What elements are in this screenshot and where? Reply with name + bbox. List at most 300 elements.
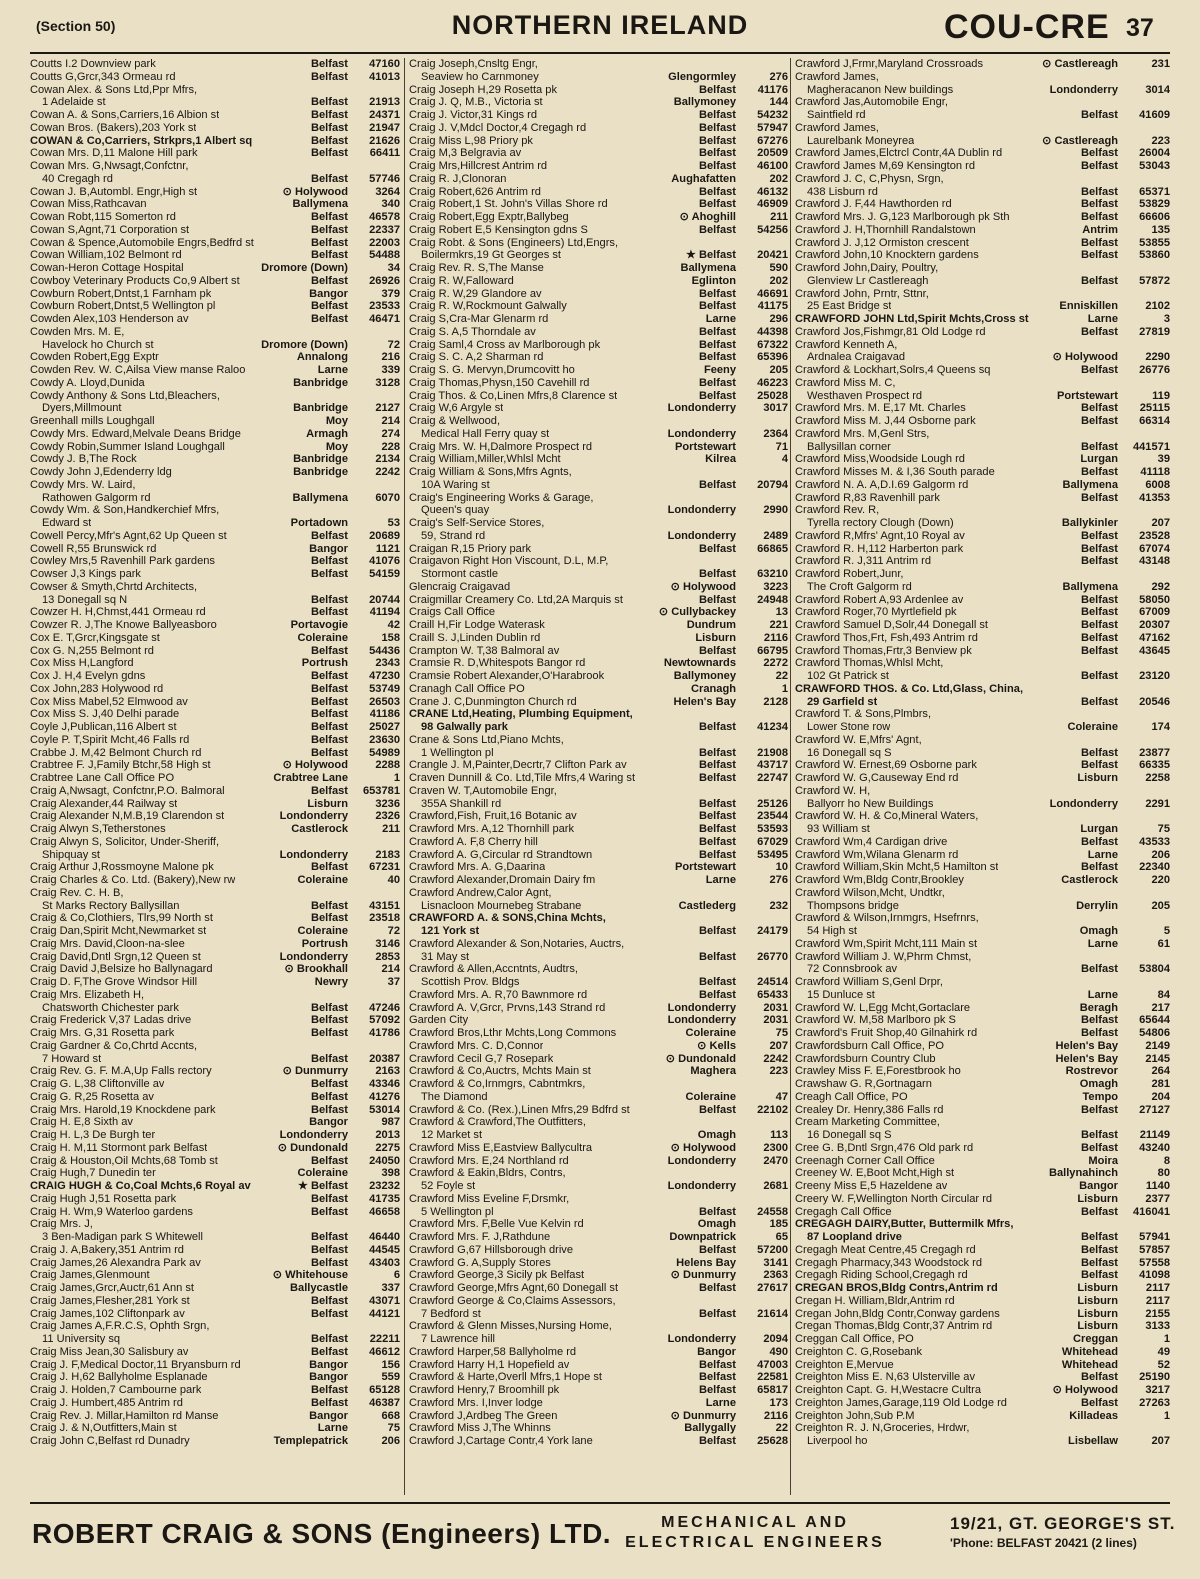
listing-number: 144 bbox=[769, 96, 788, 109]
listing-number: 20689 bbox=[369, 529, 400, 542]
listing-entry bbox=[409, 364, 788, 377]
listing-entry bbox=[409, 1231, 788, 1244]
listing-entry bbox=[409, 912, 788, 938]
listing-number: 41013 bbox=[369, 70, 400, 83]
listing-number: 1121 bbox=[375, 542, 400, 555]
listing-entry bbox=[409, 1065, 788, 1078]
listing-exchange: Belfast bbox=[311, 568, 348, 580]
listing-number: 22102 bbox=[757, 1103, 788, 1116]
listing-entry bbox=[409, 1167, 788, 1193]
listing-entry bbox=[30, 224, 400, 237]
listing-exchange: Belfast bbox=[311, 912, 348, 925]
listing-exchange: Belfast bbox=[699, 338, 736, 351]
listing-number: 72 bbox=[387, 338, 400, 351]
listing-name: Craig Robt. & Sons (Engineers) Ltd,Engrs, bbox=[409, 236, 619, 249]
listing-entry bbox=[795, 1078, 1170, 1091]
listing-name: Crawford Mrs. C. D,Connor bbox=[409, 1039, 544, 1052]
listing-exchange: Ballynahinch bbox=[1048, 1167, 1118, 1180]
listing-exchange: Belfast bbox=[699, 1103, 736, 1116]
listing-entry bbox=[30, 1218, 400, 1244]
listing-name: Crawford A. V,Grcr, Prvns,143 Strand rd bbox=[409, 1001, 606, 1014]
listing-number: 65644 bbox=[1139, 1014, 1170, 1027]
listing-entry bbox=[795, 1206, 1170, 1219]
advert-phone: 'Phone: BELFAST 20421 (2 lines) bbox=[950, 1536, 1137, 1550]
listing-entry bbox=[409, 1078, 788, 1104]
listing-number: 52 bbox=[1157, 1358, 1170, 1371]
listing-entry bbox=[795, 1410, 1170, 1423]
listing-entry bbox=[795, 1308, 1170, 1321]
listing-number: 1 bbox=[1163, 1409, 1170, 1422]
listing-number: 25028 bbox=[757, 389, 788, 402]
listing-number: 57746 bbox=[369, 172, 400, 185]
listing-name: Cranagh Call Office PO bbox=[409, 682, 525, 695]
listing-number: 26004 bbox=[1139, 147, 1170, 160]
listing-number: 57947 bbox=[757, 121, 788, 134]
listing-exchange: Belfast bbox=[699, 1358, 736, 1371]
listing-number: 2990 bbox=[763, 504, 788, 517]
listing-number: 24371 bbox=[369, 109, 400, 121]
listing-number: 6008 bbox=[1145, 478, 1170, 491]
listing-number: 987 bbox=[381, 1116, 400, 1129]
listing-number: 67322 bbox=[757, 338, 788, 351]
listing-name-continued: 16 Donegall sq S bbox=[807, 1129, 892, 1141]
listing-name: Craig John C,Belfast rd Dunadry bbox=[30, 1435, 190, 1447]
listing-name: Craig Gardner & Co,Chrtd Accnts, bbox=[30, 1039, 198, 1052]
listing-entry bbox=[409, 734, 788, 760]
listing-entry bbox=[409, 594, 788, 607]
listing-number: 211 bbox=[770, 211, 788, 223]
listing-number: 207 bbox=[769, 1039, 788, 1052]
listing-exchange: Bangor bbox=[1079, 1180, 1118, 1192]
listing-number: 24050 bbox=[369, 1154, 400, 1167]
listing-number: 26926 bbox=[369, 274, 400, 287]
listing-name: Craig J. Q, M.B., Victoria st bbox=[409, 96, 543, 109]
listing-name: Greenhall mills Loughgall bbox=[30, 415, 155, 427]
listing-name: Craig Robert,626 Antrim rd bbox=[409, 185, 541, 198]
listing-name: Crawford Harper,58 Ballyholme rd bbox=[409, 1345, 577, 1358]
listing-exchange: Belfast bbox=[1081, 402, 1118, 415]
listing-number: 206 bbox=[1151, 848, 1170, 861]
listing-name: Crawford Mrs. I,Inver lodge bbox=[409, 1396, 543, 1409]
listing-entry bbox=[409, 186, 788, 199]
listing-exchange: Belfast bbox=[311, 1243, 348, 1256]
listing-entry bbox=[795, 759, 1170, 772]
listing-name-continued: 93 William st bbox=[807, 823, 870, 835]
listing-exchange: Belfast bbox=[699, 797, 736, 810]
listing-name-continued: Queen's quay bbox=[421, 504, 490, 517]
listing-name: Craig J. V,Mdcl Doctor,4 Cregagh rd bbox=[409, 121, 587, 134]
listing-name: Crane J. C,Dunmington Church rd bbox=[409, 695, 577, 708]
listing-exchange: Belfast bbox=[699, 389, 736, 402]
listing-name: Craigmillar Creamery Co. Ltd,2A Marquis st bbox=[409, 593, 623, 606]
listing-name: Crawford Mrs. M,Genl Strs, bbox=[795, 427, 930, 440]
listing-name: Cree G. B,Dntl Srgn,476 Old park rd bbox=[795, 1141, 974, 1154]
listing-exchange: Belfast bbox=[311, 746, 348, 759]
listing-entry bbox=[795, 173, 1170, 199]
listing-entry bbox=[409, 466, 788, 492]
listing-name: Coyle J,Publican,116 Albert st bbox=[30, 721, 177, 733]
listing-name: Craig Alexander,44 Railway st bbox=[30, 797, 178, 810]
listing-name-continued: Havelock ho Church st bbox=[42, 338, 154, 351]
listing-name: Craig J. Holden,7 Cambourne park bbox=[30, 1384, 202, 1396]
listing-exchange: Belfast bbox=[311, 1396, 348, 1409]
listing-entry bbox=[795, 466, 1170, 479]
listing-name: Creery W. F,Wellington North Circular rd bbox=[795, 1192, 993, 1205]
listing-number: 216 bbox=[381, 351, 400, 364]
listing-number: 25190 bbox=[1139, 1371, 1170, 1384]
listing-exchange: Enniskillen bbox=[1059, 300, 1118, 313]
listing-number: 2116 bbox=[763, 1409, 788, 1422]
listing-name-continued: Stormont castle bbox=[421, 568, 499, 580]
listing-name: Crawford Wilson,Mcht, Undtkr, bbox=[795, 886, 945, 899]
listing-name: Cowden Alex,103 Henderson av bbox=[30, 313, 189, 325]
listing-number: 67029 bbox=[757, 835, 788, 848]
listing-entry bbox=[30, 58, 400, 71]
listing-entry bbox=[30, 211, 400, 224]
listing-exchange: Larne bbox=[705, 1396, 736, 1409]
listing-name: Coyle P. T,Spirit Mcht,46 Falls rd bbox=[30, 733, 190, 746]
listing-number: 41175 bbox=[757, 300, 788, 313]
listing-name: Crawford Mrs. A,12 Thornhill park bbox=[409, 823, 575, 835]
listing-name: Crawford John,10 Knocktern gardens bbox=[795, 249, 979, 262]
listing-exchange: Londonderry bbox=[667, 427, 736, 440]
listing-number: 66606 bbox=[1139, 211, 1170, 223]
listing-number: 57558 bbox=[1139, 1256, 1170, 1269]
listing-exchange: Belfast bbox=[311, 1052, 348, 1065]
listing-name: Craig James A,F.R.C.S, Ophth Srgn, bbox=[30, 1320, 210, 1333]
listing-number: 21614 bbox=[757, 1307, 788, 1320]
listing-exchange: Belfast bbox=[699, 950, 736, 963]
listing-number: 3146 bbox=[375, 937, 400, 950]
listing-entry bbox=[409, 147, 788, 160]
listing-name-continued: Medical Hall Ferry quay st bbox=[421, 427, 550, 440]
listing-name: Craig James,26 Alexandra Park av bbox=[30, 1256, 201, 1269]
listing-number: 217 bbox=[1151, 1001, 1170, 1014]
listing-name: Crawford Miss,Woodside Lough rd bbox=[795, 453, 965, 466]
listing-number: 2272 bbox=[763, 657, 788, 670]
listing-exchange: Coleraine bbox=[1067, 721, 1118, 733]
listing-number: 22003 bbox=[369, 236, 400, 249]
listing-name: Crawford Cecil G,7 Rosepark bbox=[409, 1052, 554, 1065]
listing-entry bbox=[795, 339, 1170, 365]
listing-number: 2155 bbox=[1145, 1307, 1170, 1320]
listing-exchange: Belfast bbox=[311, 721, 348, 733]
listing-entry bbox=[30, 836, 400, 862]
listing-exchange: Belfast bbox=[311, 147, 348, 160]
listing-name: Crawford A. G,Circular rd Strandtown bbox=[409, 848, 593, 861]
listing-entry bbox=[409, 1053, 788, 1066]
listing-entry bbox=[30, 810, 400, 823]
listing-entry bbox=[409, 351, 788, 364]
listing-exchange: Belfast bbox=[1081, 236, 1118, 249]
listing-number: 43346 bbox=[369, 1078, 400, 1090]
listing-exchange: Belfast bbox=[1081, 1396, 1118, 1409]
listing-exchange: Killadeas bbox=[1069, 1409, 1118, 1422]
listing-number: 47 bbox=[775, 1090, 788, 1103]
listing-name-continued: St Marks Rectory Ballysillan bbox=[42, 899, 180, 912]
listing-name: Craig D. F,The Grove Windsor Hill bbox=[30, 976, 198, 988]
listing-number: 2275 bbox=[375, 1141, 400, 1154]
listing-number: 135 bbox=[1151, 223, 1170, 236]
listing-name: Crawford William,Skin Mcht,5 Hamilton st bbox=[795, 861, 999, 874]
listing-number: 43533 bbox=[1139, 835, 1170, 848]
listing-number: 66795 bbox=[757, 644, 788, 657]
listing-number: 41176 bbox=[757, 83, 788, 96]
listing-exchange: Omagh bbox=[1079, 925, 1118, 937]
listing-entry bbox=[409, 1014, 788, 1027]
listing-name: Craig Miss Jean,30 Salisbury av bbox=[30, 1345, 189, 1358]
listing-exchange: Dromore (Down) bbox=[261, 338, 348, 351]
listing-entry bbox=[30, 1282, 400, 1295]
listing-entry bbox=[30, 1295, 400, 1308]
listing-entry bbox=[795, 479, 1170, 492]
listing-number: 185 bbox=[769, 1218, 788, 1231]
listing-exchange: Belfast bbox=[699, 1282, 736, 1294]
listing-name-continued: Shipquay st bbox=[42, 848, 100, 861]
listing-name-continued: 59, Strand rd bbox=[421, 529, 486, 542]
listing-exchange: Belfast bbox=[311, 300, 348, 313]
listing-entry bbox=[409, 708, 788, 734]
listing-exchange: Belfast bbox=[1081, 631, 1118, 644]
listing-exchange: Belfast bbox=[699, 1384, 736, 1396]
listing-number: 2853 bbox=[375, 950, 400, 963]
listing-name-continued: 5 Wellington pl bbox=[421, 1205, 494, 1218]
listing-exchange: ⊙ Holywood bbox=[282, 759, 348, 772]
listing-entry bbox=[409, 390, 788, 403]
listing-exchange: Belfast bbox=[699, 835, 736, 848]
listing-number: 2681 bbox=[763, 1180, 788, 1192]
listing-entry bbox=[795, 1116, 1170, 1142]
listing-number: 47246 bbox=[369, 1001, 400, 1014]
listing-entry bbox=[795, 1155, 1170, 1168]
listing-entry bbox=[795, 683, 1170, 709]
listing-number: 46223 bbox=[757, 376, 788, 389]
listing-entry bbox=[30, 504, 400, 530]
listing-exchange: Coleraine bbox=[297, 1167, 348, 1180]
listing-name: Craig William,Miller,Whlsl Mcht bbox=[409, 453, 561, 466]
listing-exchange: Belfast bbox=[311, 249, 348, 262]
listing-name: Crawford John,Dairy, Poultry, bbox=[795, 262, 939, 274]
listing-entry bbox=[795, 657, 1170, 683]
listing-number: 220 bbox=[1151, 874, 1170, 886]
listing-exchange: Larne bbox=[1087, 937, 1118, 950]
listing-exchange: Belfast bbox=[1081, 593, 1118, 606]
listing-name: Cox Miss Mabel,52 Elmwood av bbox=[30, 695, 188, 708]
listing-number: 3014 bbox=[1145, 83, 1170, 96]
listing-entry bbox=[409, 1104, 788, 1117]
listing-name: Cramsie R. D,Whitespots Bangor rd bbox=[409, 657, 586, 670]
listing-exchange: Belfast bbox=[1081, 185, 1118, 198]
listing-entry bbox=[795, 1180, 1170, 1193]
listing-entry bbox=[30, 1308, 400, 1321]
listing-number: 46440 bbox=[369, 1231, 400, 1243]
listing-name: Crawford's Fruit Shop,40 Gilnahirk rd bbox=[795, 1027, 978, 1039]
listing-name: Crawford J,Frmr,Maryland Crossroads bbox=[795, 58, 984, 70]
listing-entry bbox=[795, 976, 1170, 1002]
listing-name: Cowden Rev. W. C,Ailsa View manse Raloo bbox=[30, 364, 246, 376]
listing-name: Crawford J. F,44 Hawthorden rd bbox=[795, 198, 952, 211]
listing-exchange: Belfast bbox=[311, 1078, 348, 1090]
listing-entry bbox=[795, 1282, 1170, 1295]
listing-name: Creighton E,Mervue bbox=[795, 1358, 894, 1371]
listing-name-continued: 10A Waring st bbox=[421, 478, 490, 491]
listing-entry bbox=[409, 1142, 788, 1155]
listing-number: 668 bbox=[381, 1409, 400, 1422]
listing-name: Cregagh Call Office bbox=[795, 1205, 892, 1218]
listing-number: 231 bbox=[1151, 58, 1170, 70]
listing-name-continued: 98 Galwally park bbox=[421, 721, 508, 733]
listing-name: Crawford Miss M. J,44 Osborne park bbox=[795, 415, 976, 427]
listing-number: 44398 bbox=[757, 325, 788, 338]
listing-entry bbox=[795, 938, 1170, 951]
listing-number: 2288 bbox=[375, 759, 400, 772]
listing-entry bbox=[30, 874, 400, 887]
listing-exchange: Belfast bbox=[1081, 963, 1118, 976]
listing-number: 2290 bbox=[1145, 351, 1170, 364]
listing-number: 42 bbox=[387, 619, 400, 631]
listing-name: Crawford Wm,4 Cardigan drive bbox=[795, 835, 948, 848]
listing-name: Crawford W. E,Mfrs' Agnt, bbox=[795, 733, 922, 746]
listing-exchange: Belfast bbox=[311, 784, 348, 797]
header-rule bbox=[30, 52, 1170, 54]
listing-entry bbox=[30, 951, 400, 964]
listing-name: Cowboy Veterinary Products Co,9 Albert st bbox=[30, 274, 240, 287]
listing-name-continued: 72 Connsbrook av bbox=[807, 963, 898, 976]
listing-name-continued: 15 Dunluce st bbox=[807, 988, 875, 1001]
listing-name: Craig S. A,5 Thorndale av bbox=[409, 325, 536, 338]
listing-number: 1 bbox=[1163, 1333, 1170, 1345]
listing-exchange: Belfast bbox=[699, 287, 736, 300]
listing-exchange: Belfast bbox=[311, 682, 348, 695]
listing-name: Crawford Wm,Wilana Glenarm rd bbox=[795, 848, 959, 861]
listing-name: Craig S. C. A,2 Sharman rd bbox=[409, 351, 544, 364]
listing-name: Crawley Miss F. E,Forestbrook ho bbox=[795, 1065, 961, 1078]
listing-exchange: Londonderry bbox=[667, 1154, 736, 1167]
listing-number: 3223 bbox=[763, 580, 788, 593]
listing-name: Crawford Miss Eveline F,Drsmkr, bbox=[409, 1192, 570, 1205]
listing-name: Cowan-Heron Cottage Hospital bbox=[30, 262, 184, 274]
listing-exchange: Portrush bbox=[301, 657, 348, 670]
listing-entry bbox=[30, 785, 400, 798]
listing-exchange: Armagh bbox=[306, 427, 348, 440]
listing-name-continued: 52 Foyle st bbox=[421, 1180, 476, 1192]
listing-name: Creggan Call Office, PO bbox=[795, 1333, 914, 1345]
listing-entry bbox=[409, 198, 788, 211]
listing-entry bbox=[409, 1269, 788, 1282]
listing-exchange: Belfast bbox=[699, 568, 736, 580]
listing-exchange: Belfast bbox=[699, 593, 736, 606]
listing-exchange: Bangor bbox=[309, 1409, 348, 1422]
listing-entry bbox=[795, 734, 1170, 760]
listing-entry bbox=[30, 976, 400, 989]
listing-entry bbox=[409, 1371, 788, 1384]
listing-name: Craig Thomas,Physn,150 Cavehill rd bbox=[409, 376, 590, 389]
listing-entry bbox=[30, 696, 400, 709]
listing-exchange: Londonderry bbox=[667, 504, 736, 517]
listing-exchange: Londonderry bbox=[667, 1180, 736, 1192]
listing-name: Cowdy Mrs. W. Laird, bbox=[30, 478, 136, 491]
listing-name: Crawford Mrs. M. E,17 Mt. Charles bbox=[795, 402, 966, 415]
listing-name: Cowdy Robin,Summer Island Loughgall bbox=[30, 440, 225, 453]
listing-exchange: ⊙ Brookhall bbox=[284, 963, 348, 976]
listing-name: Crampton W. T,38 Balmoral av bbox=[409, 644, 560, 657]
listing-name: Crawford A. F,8 Cherry hill bbox=[409, 835, 538, 848]
listing-number: 339 bbox=[381, 364, 400, 376]
listing-exchange: Helen's Bay bbox=[673, 695, 736, 708]
listing-name-continued: Laurelbank Moneyrea bbox=[807, 134, 915, 147]
listing-entry bbox=[30, 568, 400, 581]
listing-name: CREGAGH DAIRY,Butter, Buttermilk Mfrs, bbox=[795, 1218, 1014, 1231]
listing-exchange: Londonderry bbox=[667, 1001, 736, 1014]
listing-name: Crawford N. A. A,D.I.69 Galgorm rd bbox=[795, 478, 969, 491]
listing-name: Craig David J,Belsize ho Ballynagard bbox=[30, 963, 213, 976]
listing-name: Craig Mrs. Elizabeth H, bbox=[30, 988, 145, 1001]
listing-entry bbox=[795, 249, 1170, 262]
listing-exchange: Crabtree Lane bbox=[273, 772, 348, 784]
listing-column-1 bbox=[30, 58, 400, 1495]
listing-entry bbox=[30, 135, 400, 148]
listing-exchange: Londonderry bbox=[667, 529, 736, 542]
listing-exchange: Portstewart bbox=[674, 861, 736, 874]
listing-exchange: Belfast bbox=[699, 644, 736, 657]
listing-entry bbox=[409, 989, 788, 1002]
listing-name: Crawford R. H,112 Harberton park bbox=[795, 542, 964, 555]
listing-name: Glencraig Craigavad bbox=[409, 580, 511, 593]
listing-exchange: Belfast bbox=[1081, 1103, 1118, 1116]
listing-name: Craigavon Right Hon Viscount, D.L, M.P, bbox=[409, 555, 609, 568]
listing-number: 441571 bbox=[1132, 440, 1170, 453]
listing-entry bbox=[30, 912, 400, 925]
listing-number: 54159 bbox=[369, 568, 400, 580]
listing-name: Craig H. Wm,9 Waterloo gardens bbox=[30, 1205, 193, 1218]
listing-name: Cowdy Wm. & Son,Handkerchief Mfrs, bbox=[30, 504, 220, 517]
listing-exchange: Belfast bbox=[1081, 160, 1118, 172]
listing-exchange: Belfast bbox=[699, 759, 736, 772]
listing-name: Cowley Mrs,5 Ravenhill Park gardens bbox=[30, 555, 215, 568]
listing-exchange: Ballymena bbox=[1062, 580, 1118, 593]
listing-entry bbox=[30, 198, 400, 211]
listing-number: 2300 bbox=[763, 1141, 788, 1154]
listing-number: 41076 bbox=[369, 555, 400, 568]
listing-number: 340 bbox=[381, 198, 400, 211]
listing-name-continued: The Croft Galgorm rd bbox=[807, 580, 912, 593]
listing-name: Craig James,Glenmount bbox=[30, 1269, 150, 1282]
listing-entry bbox=[795, 1065, 1170, 1078]
listing-exchange: Templepatrick bbox=[273, 1435, 348, 1447]
listing-name: Crawford Alexander & Son,Notaries, Auctrs, bbox=[409, 937, 625, 950]
listing-number: 274 bbox=[381, 427, 400, 440]
listing-name: Cowdy A. Lloyd,Dunida bbox=[30, 376, 145, 389]
listing-entry bbox=[30, 1116, 400, 1129]
listing-name-continued: Magheracanon New buildings bbox=[807, 83, 954, 96]
listing-number: 57092 bbox=[369, 1014, 400, 1027]
listing-entry bbox=[795, 1422, 1170, 1448]
listing-name: Craig's Self-Service Stores, bbox=[409, 517, 545, 529]
listing-name: Craig Alexander N,M.B,19 Clarendon st bbox=[30, 810, 225, 823]
listing-name: Crawford & Crawford,The Outfitters, bbox=[409, 1116, 586, 1129]
listing-number: 113 bbox=[770, 1129, 788, 1141]
listing-name: Craigs Call Office bbox=[409, 606, 496, 619]
listing-entry bbox=[795, 1397, 1170, 1410]
listing-name: Craig James,Grcr,Auctr,61 Ann st bbox=[30, 1282, 195, 1294]
listing-entry bbox=[795, 1053, 1170, 1066]
listing-exchange: Belfast bbox=[1081, 555, 1118, 568]
listing-name: Cowan Mrs. D,11 Malone Hill park bbox=[30, 147, 198, 160]
listing-number: 205 bbox=[1151, 899, 1170, 912]
listing-name: Crawford G,67 Hillsborough drive bbox=[409, 1243, 574, 1256]
listing-name-continued: Boilermkrs,19 Gt Georges st bbox=[421, 249, 561, 262]
listing-number: 3133 bbox=[1145, 1320, 1170, 1333]
